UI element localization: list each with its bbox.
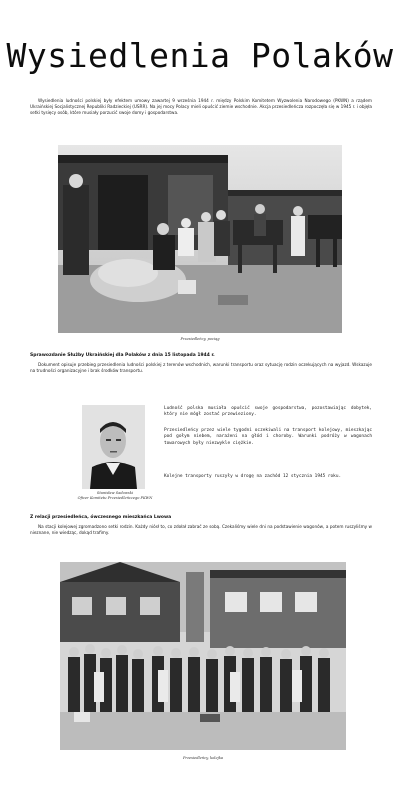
photo-queue-barracks xyxy=(60,562,346,750)
intro-paragraph: Wysiedlenia ludności polskiej były efektem umowy zawartej 9 września 1944 r. między Polskim Komitetem Wyzwolenia Narodowego (PKWN) a rządem Ukraińskiej Socjalistycznej Republiki Radzieckiej (USRR). Na jej mocy Polacy mieli opuścić ziemie wschodnie. Akcja przesiedleńcza rozpoczęła się w 1945 r. i objęła setki tysięcy osób, które musiały porzucić swoje domy i gospodarstwa. xyxy=(30,98,372,116)
second-heading: Z relacji przesiedleńca, ówczesnego mieszkańca Lwowa xyxy=(30,515,172,520)
section-heading: Sprawozdanie Służby Ukraińskiej dla Polaków z dnia 15 listopada 1944 r. xyxy=(30,353,215,358)
portrait-caption: Stanisław Sadowski Oficer Komitetu Przesiedleńczego PKWN xyxy=(77,491,153,500)
quote-paragraph-1: Ludność polska musiała opuścić swoje gospodarstwa, pozostawiając dobytek, który nie mógł zostać przewieziony. xyxy=(164,406,372,418)
quote-paragraph-3: Kolejne transporty ruszyły w drogę na zachód 12 stycznia 1945 roku. xyxy=(164,474,342,479)
photo-train-wagon xyxy=(58,145,342,333)
page-title: Wysiedlenia Polaków xyxy=(6,36,394,75)
section-paragraph: Dokument opisuje przebieg przesiedlenia ludności polskiej z terenów wschodnich, warunki transportu oraz sytuację rodzin oczekujących na wyjazd. Wskazuje na trudności organizacyjne i brak środków transportu. xyxy=(30,362,372,374)
photo2-caption: Przesiedleńcy, kolejka xyxy=(182,756,224,760)
portrait-photo xyxy=(82,405,145,489)
photo1-caption: Przesiedleńcy, pociąg xyxy=(180,337,220,341)
quote-paragraph-2: Przesiedleńcy przez wiele tygodni oczekiwali na transport kolejowy, mieszkając pod gołym niebem, narażeni na głód i choroby. Warunki podróży w wagonach towarowych były niezwykle ciężkie. xyxy=(164,428,372,446)
second-paragraph: Na stacji kolejowej zgromadzono setki rodzin. Każdy niósł to, co zdołał zabrać ze sobą. Czekaliśmy wiele dni na podstawienie wagonów, a potem ruszyliśmy w nieznane, nie wiedząc, dokąd trafimy. xyxy=(30,524,372,536)
